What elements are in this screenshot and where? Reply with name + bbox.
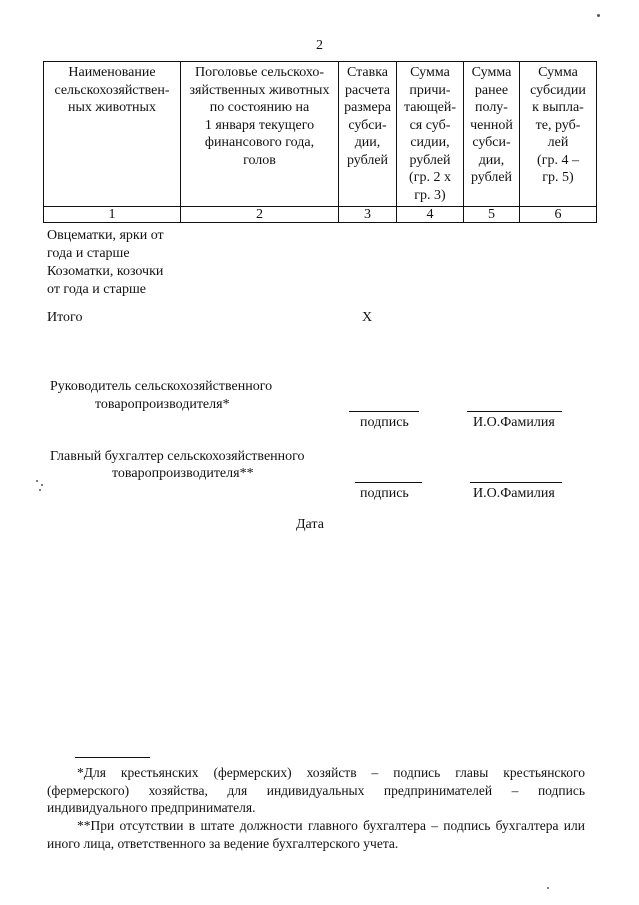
total-mark: X [362, 310, 373, 325]
column-number: 5 [464, 207, 520, 223]
column-number: 1 [44, 207, 181, 223]
subsidy-table [43, 61, 597, 223]
header-due-amount: Сумма причи- тающей- ся суб- сидии, рублей (гр. 2 х гр. 3) [397, 62, 464, 207]
name-line [467, 411, 562, 412]
name-caption: И.О.Фамилия [473, 486, 555, 501]
scan-speck [39, 489, 41, 491]
footnote-head: *Для крестьянских (фермерских) хозяйств – подпись главы крестьянского (фермерского) хозяйства, для индивидуальных предпринимателей – подпись индивидуального предпринимателя. [47, 765, 585, 815]
date-label: Дата [296, 517, 324, 532]
header-livestock-count: Поголовье сельскохо- зяйственных животных по состоянию на 1 января текущего финансового года, голов [181, 62, 339, 207]
signature-caption: подпись [360, 486, 409, 501]
header-payable-amount: Сумма субсидии к выпла- те, руб- лей (гр. 4 – гр. 5) [520, 62, 597, 207]
row-label-ewes: Овцематки, ярки от года и старше [47, 228, 164, 261]
signature-title-head-2: товаропроизводителя* [95, 397, 230, 412]
row-label-does: Козоматки, козочки от года и старше [47, 264, 164, 297]
column-number: 6 [520, 207, 597, 223]
table-header-row [44, 62, 597, 207]
column-number-row [44, 207, 597, 223]
page-number: 2 [316, 38, 323, 53]
signature-line [349, 411, 419, 412]
signature-title-accountant: Главный бухгалтер сельскохозяйственного [50, 449, 305, 464]
signature-title-head: Руководитель сельскохозяйственного [50, 379, 273, 394]
column-number: 4 [397, 207, 464, 223]
scan-speck [36, 480, 38, 482]
column-number: 2 [181, 207, 339, 223]
scan-speck [547, 887, 549, 889]
total-label: Итого [47, 310, 83, 325]
header-rate: Ставка расчета размера субси- дии, рублей [339, 62, 397, 207]
signature-line [355, 482, 422, 483]
scan-speck [597, 14, 600, 17]
scan-speck [41, 484, 43, 486]
footnote-divider [75, 757, 150, 758]
footnote-accountant: **При отсутствии в штате должности главного бухгалтера – подпись бухгалтера или иного лица, ответственного за ведение бухгалтерского учета. [47, 818, 585, 851]
signature-title-accountant-2: товаропроизводителя** [112, 466, 254, 481]
header-received-amount: Сумма ранее полу- ченной субси- дии, рублей [464, 62, 520, 207]
signature-caption: подпись [360, 415, 409, 430]
name-caption: И.О.Фамилия [473, 415, 555, 430]
column-number: 3 [339, 207, 397, 223]
name-line [470, 482, 562, 483]
header-animal-name: Наименование сельскохозяйствен- ных животных [44, 62, 181, 207]
